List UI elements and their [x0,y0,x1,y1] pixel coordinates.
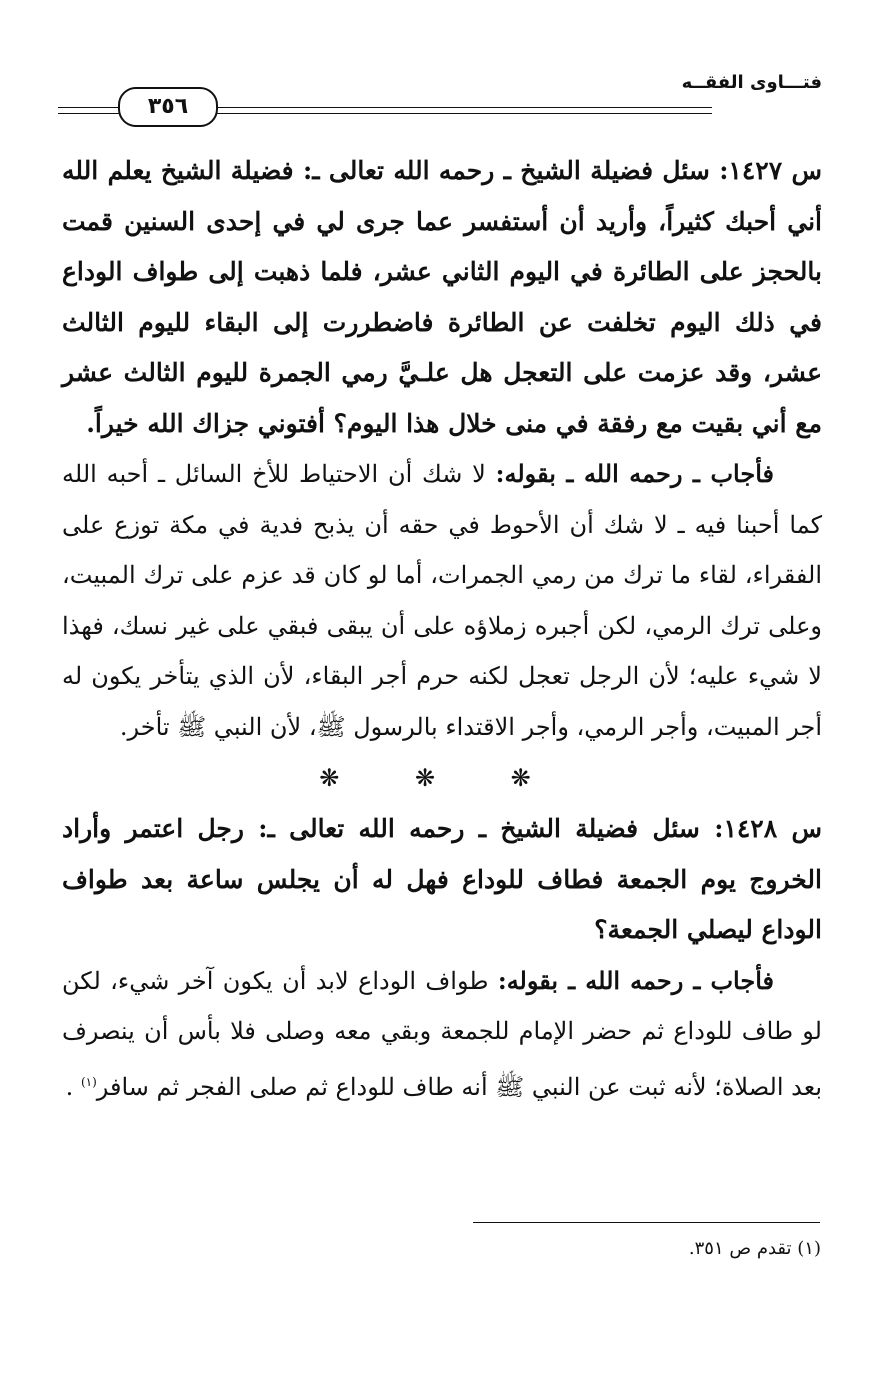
question-marker: س ١٤٢٧: [719,156,823,185]
answer-text: طواف الوداع لابد أن يكون آخر شيء، لكن لو طاف للوداع ثم حضر الإمام للجمعة وبقي معه وصلى فلا بأس أن ينصرف بعد الصلاة؛ لأنه ثبت عن النبي ﷺ أنه طاف للوداع ثم صلى الفجر ثم سافر [62,966,822,1101]
page-number-badge: ٣٥٦ [118,87,218,127]
question-marker: س ١٤٢٨: [714,814,822,843]
question-intro: سئل فضيلة الشيخ ـ رحمه الله تعالى ـ: [258,814,700,843]
answer-text: لا شك أن الاحتياط للأخ السائل ـ أحبه الله كما أحبنا فيه ـ لا شك أن الأحوط في حقه أن يذبح فدية في مكة توزع على الفقراء، لقاء ما ترك من رمي الجمرات، أما لو كان قد عزم على ترك المبيت، وعلى ترك الرمي، لكن أجبره زملاؤه على أن يبقى فبقي على غير نسك، فهذا لا شيء عليه؛ لأن الرجل تعجل لكنه حرم أجر البقاء، لأن الذي يتأخر يكون له أجر المبيت، وأجر الرمي، وأجر الاقتداء بالرسول ﷺ، لأن النبي ﷺ تأخر. [62,460,822,741]
page-header [58,66,822,130]
answer-lead: فأجاب ـ رحمه الله ـ بقوله: [497,965,774,995]
question-1428 [62,804,822,956]
page-body [62,146,822,1112]
section-separator: ❋ ❋ ❋ [319,764,565,792]
answer-1428 [62,956,822,1113]
footnote: (١) تقدم ص ٣٥١. [688,1238,821,1259]
question-intro: سئل فضيلة الشيخ ـ رحمه الله تعالى ـ: [302,156,710,185]
question-text: رجل اعتمر وأراد الخروج يوم الجمعة فطاف للوداع فهل له أن يجلس ساعة بعد طواف الوداع ليصلي الجمعة؟ [62,814,822,944]
answer-lead: فأجاب ـ رحمه الله ـ بقوله: [495,459,774,488]
answer-1427 [62,449,822,752]
footnote-reference: (١) [80,1074,97,1089]
answer-tail: . [65,1072,74,1101]
question-text: فضيلة الشيخ يعلم الله أني أحبك كثيراً، وأريد أن أستفسر عما جرى لي في إحدى السنين قمت بالحجز على الطائرة في اليوم الثاني عشر، فلما ذهبت إلى طواف الوداع في ذلك اليوم تخلفت عن الطائرة فاضطررت إلى البقاء لليوم الثالث عشر، وقد عزمت على التعجل هل علـيَّ رمي الجمرة لليوم الثالث عشر مع أني بقيت مع رفقة في منى خلال هذا اليوم؟ أفتوني جزاك الله خيراً. [62,156,822,438]
question-1427 [62,146,822,449]
running-title: فتـــاوى الفقــه [681,72,822,93]
footnote-separator [473,1222,820,1223]
